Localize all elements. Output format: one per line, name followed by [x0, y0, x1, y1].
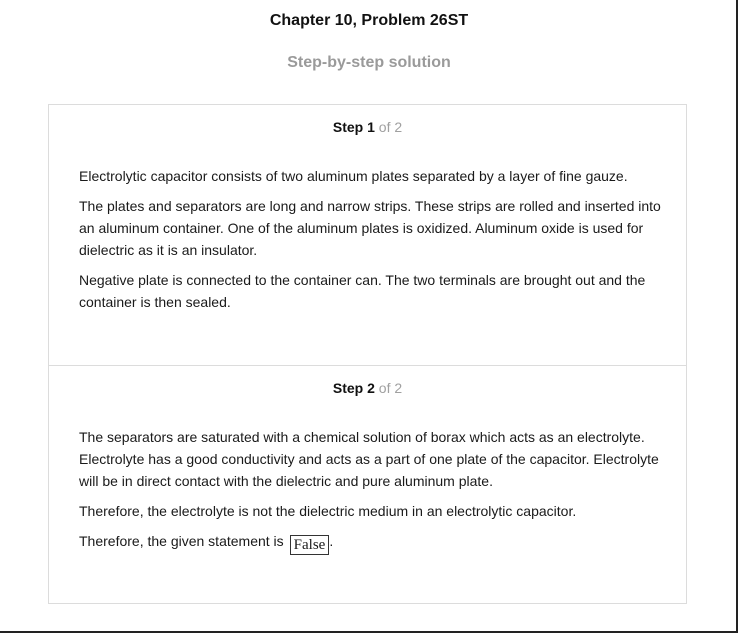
step-1-section: [49, 105, 686, 366]
step-2-conclusion: [79, 530, 664, 555]
page-title: Chapter 10, Problem 26ST: [269, 12, 469, 29]
step-2-header: [49, 380, 686, 396]
conclusion-period: .: [329, 533, 334, 549]
step-1-number: 1: [367, 119, 375, 135]
step-2-body: [79, 426, 664, 563]
conclusion-text: Therefore, the given statement is: [79, 533, 284, 549]
step-2-paragraph: Therefore, the electrolyte is not the dielectric medium in an electrolytic capacitor.: [79, 503, 577, 519]
step-1-total: of 2: [378, 119, 403, 135]
solution-card: [48, 104, 687, 604]
step-2-paragraph: The separators are saturated with a chemical solution of borax which acts as an electrolyte. Electrolyte has a good conductivity and acts as a part of one plate of the capacitor. Electrolyte will be in direct contact with the dielectric and pure aluminum plate.: [79, 429, 659, 489]
step-2-section: [49, 366, 686, 603]
step-1-header: [49, 119, 686, 135]
step-1-body: [79, 165, 664, 321]
step-1-paragraph: The plates and separators are long and narrow strips. These strips are rolled and inserted into an aluminum container. One of the aluminum plates is oxidized. Aluminum oxide is used for dielectric as it is an insulator.: [79, 198, 661, 258]
step-2-number: 2: [367, 380, 375, 396]
step-2-total: of 2: [378, 380, 403, 396]
step-1-paragraph: Negative plate is connected to the container can. The two terminals are brought out and the container is then sealed.: [79, 272, 646, 310]
answer-box: False: [290, 535, 330, 555]
step-1-label: Step: [332, 119, 364, 135]
step-1-paragraph: Electrolytic capacitor consists of two aluminum plates separated by a layer of fine gauze.: [79, 168, 628, 184]
page-subtitle: Step-by-step solution: [287, 54, 451, 71]
step-2-label: Step: [332, 380, 364, 396]
